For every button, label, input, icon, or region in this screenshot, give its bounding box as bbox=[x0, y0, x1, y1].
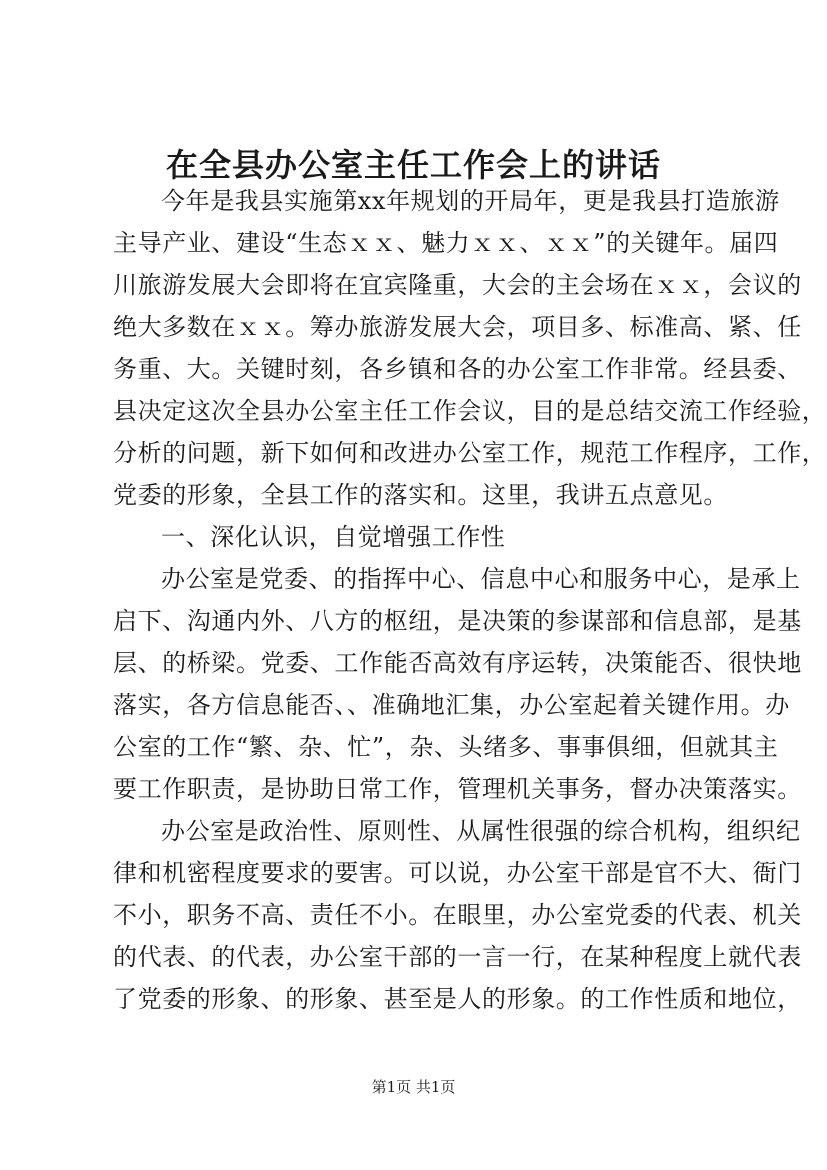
body-line: 启下、沟通内外、八方的枢纽，是决策的参谋部和信息部，是基 bbox=[113, 607, 802, 635]
document-title: 在全县办公室主任工作会上的讲话 bbox=[165, 146, 661, 184]
body-line: 今年是我县实施第xx年规划的开局年，更是我县打造旅游 bbox=[161, 187, 780, 215]
body-line: 党委的形象，全县工作的落实和。这里，我讲五点意见。 bbox=[113, 481, 728, 509]
body-line: 落实，各方信息能否、、准确地汇集，办公室起着关键作用。办 bbox=[113, 691, 790, 719]
document-body bbox=[113, 180, 827, 1020]
body-line: 律和机密程度要求的要害。可以说，办公室干部是官不大、衙门 bbox=[113, 859, 802, 887]
body-line: 层、的桥梁。党委、工作能否高效有序运转，决策能否、很快地 bbox=[113, 649, 802, 677]
body-line: 公室的工作“繁、杂、忙”，杂、头绪多、事事俱细，但就其主 bbox=[113, 733, 779, 761]
body-line: 不小，职务不高、责任不小。在眼里，办公室党委的代表、机关 bbox=[113, 901, 802, 929]
body-line: 主导产业、建设“生态ｘｘ、魅力ｘｘ、ｘｘ”的关键年。届四 bbox=[113, 229, 779, 257]
body-line: 务重、大。关键时刻，各乡镇和各的办公室工作非常。经县委、 bbox=[113, 355, 802, 383]
body-line: 县决定这次全县办公室主任工作会议，目的是总结交流工作经验， bbox=[113, 397, 827, 425]
body-line: 川旅游发展大会即将在宜宾隆重，大会的主会场在ｘｘ，会议的 bbox=[113, 271, 802, 299]
body-line: 办公室是政治性、原则性、从属性很强的综合机构，组织纪 bbox=[161, 817, 801, 845]
body-line: 绝大多数在ｘｘ。筹办旅游发展大会，项目多、标准高、紧、任 bbox=[113, 313, 802, 341]
body-line: 办公室是党委、的指挥中心、信息中心和服务中心，是承上 bbox=[161, 565, 801, 593]
body-line: 的代表、的代表，办公室干部的一言一行，在某种程度上就代表 bbox=[113, 943, 802, 971]
body-line: 要工作职责，是协助日常工作，管理机关事务，督办决策落实。 bbox=[113, 775, 802, 803]
page-footer: 第1页 共1页 bbox=[371, 1078, 456, 1096]
body-line: 分析的问题，新下如何和改进办公室工作，规范工作程序，工作， bbox=[113, 439, 827, 467]
section-heading: 一、深化认识，自觉增强工作性 bbox=[161, 523, 506, 551]
body-line: 了党委的形象、的形象、甚至是人的形象。的工作性质和地位， bbox=[113, 985, 802, 1013]
